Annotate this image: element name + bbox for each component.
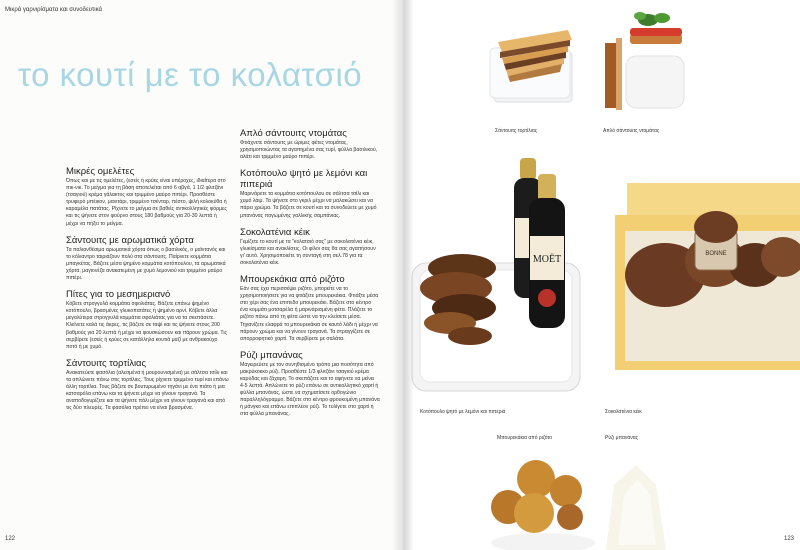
right-page [400,0,800,550]
book-gutter [392,0,414,550]
recipe-heading: Κοτόπουλο ψητό με λεμόνι και πιπεριά [240,168,368,191]
caption-risotto: Μπουρεκάκια από ριζότο [497,435,553,441]
cupcake-label: BONNE [705,251,727,257]
recipe-heading: Απλό σάντουιτς ντομάτας [240,128,347,139]
running-head: Μικρά γαρνιρίσματα και συνοδευτικά [5,7,103,13]
recipe-body: Ανακατεύετε φασόλια (αλεσμένα ή μουρουνισμένα) με σάλτσα τσίλι και τα απλώνετε πάνω στις τορτίλιες. Τους ρίχνετε τριμμένο τυρί και επάνω άλλη τορτίλια. Τους βάζετε σε βουτυρωμένο τηγάνι με ένα πιάτο ή μια κατσαρόλα επάνω και τα ψήνετε μέχρι να γίνουν τραγανά. Τα αναποδογυρίζετε και τα ψήνετε πάλι μέχρι να γίνουν τραγανά και από τις δύο πλευρές. Τα φασόλια πρέπει να είναι βρασμένα. [66,369,229,412]
recipe-column-1 [66,166,229,419]
recipe-heading: Σάντουιτς με αρωματικά χόρτα [66,234,194,246]
recipe-heading: Μπουρεκάκια από ριζότο [240,274,345,286]
banana-rice-photo [596,445,686,550]
recipe-body: Μαγειρεύετε με τον συνηθισμένο τρόπο μια ποσότητα από μακρύκοκκο ρύζι. Προσθέστε 1/3 φλιτζάνι τσαγιού κρέμα καρύδας και ζάχαρη. Το σκεπάζετε και το αφήνετε να μείνει 4-5 λεπτά. Απλώνετε το ρύζι επάνω σε αντικολλητικό χαρτί ή φύλλα μπανάνας, ώστε να σχηματίσετε ορθογώνιο παραλληλόγραμμο. Βάζετε στο κέντρο φρουκομένη μπανάνα ή μάνγκο και επάνω επιπλέον ρύζι. Το τυλίγετε στο χαρτί ή στα φύλλα μπανάνας. [240,361,380,418]
page-number-right: 123 [783,536,794,542]
tomato-sandwich-photo [600,8,690,118]
recipe-heading: Σοκολατένια κέικ [240,226,310,238]
recipe-body: Εάν σας έχει περισσέψει ριζότο, μπορείτε να το χρησιμοποιήσετε για να φτιάξετε μπουρεκάκια. Φτιάξτε μέσα στο χέρι σας ένα επιπεδο μπουρεκάκι. Βάζετε στο κέντρο ένα κομμάτι μοτσαρέλα ή μαρινάρισμένη φέτα. Πλάζετε το ριζότο πάνω από τη φέτα ώστε να την κλείσετε μέσα. Τηγανίζετε ελαφρά τα μπουρεκάκια σε καυτό λάδι ή μέχρι να πάρουν χρώμα και να γίνουν τραγανά. Τα στραγγίζετε σε απορροφητικό χαρτί. Τα σερβίρετε με σαλάτα. [240,286,379,342]
tortilla-sandwich-photo [488,12,588,112]
recipe-body: Όπως και με τις ομελέτες, (εσείς ή κρύες είναι υπέροχες, ιδιαίτερα στο πικ-νικ. Το μείγμα για τη βάση αποτελείται από 6 αβγά, 1 1/2 φλιτζάνι (τσαγιού) κρέμα γάλακτος και τριμμένο μαύρο πιπέρι. Προσθέστε τρυφερό μπέικον, μανιτάρι, τριμμένο τσένταρ, πέστο, ψιλή κολοκύθα ή καραμέλα πατάτας. Ρίχνετε το μείγμα σε βαθιές αντικολλητικές φόρμες και τις ψήνετε στον φούρνο στους 180 βαθμούς για 20-30 λεπτά ή μέχρι να πήξει το μείγμα. [66,178,227,227]
recipe-heading: Σάντουιτς τορτίλιας [66,357,147,369]
chocolate-cakes-photo [605,175,800,390]
risotto-balls-photo [488,445,598,550]
recipe-heading: Μικρές ομελέτες [66,166,135,177]
recipe-body: Τα παλιανθέσιμα αρωματικά χόρτα όπως ο βασιλικός, ο μαϊντανός και το κόλιαντρο ταιριάζουν πολύ στα σάντουιτς. Παίρνετε κομμάτια μπαγκέτας. Βάζετε μέσα ψημένο κομμάτια κοτόπουλου, τα αρωματικά χόρτα, μαγιονέζα ανακατεμένη με χυμό λεμονιού και τριμμένο μαύρο πιπέρι. [66,246,226,282]
recipe-body: Φτιάχνετε σάντουιτς με ώριμες φέτες ντομάτας, χρησιμοποιώντας τα αγαπημένα σας τυρί, φύλλα βασιλικού, αλάτι και τριμμένο μαύρο πιπέρι. [240,140,378,161]
recipe-body: Κόβετε στρογγυλά κομμάτια σφολιάτας. Βάζετε επάνω ψημένο κοτόπουλο, βρασμένες γλυκοπατάτες ή ψημένο αρνί. Κόβετε άλλα μεγαλύτερα στρογγυλά κομμάτια σφολιάτας για να τα σκεπάσετε. Κλείνετε καλά τις άκρες, τις βάζετε σε ταψί και τις ψήνετε στους 200 βαθμούς για 20 λεπτά ή μέχρι να φουσκώσουν και πάρουν χρώμα. Τις σερβίρετε (εσείς ή κρύες σε κατάλληλα κουτιά μαζί με ανθρακούχο ποτό ή με χυμό. [66,301,228,350]
caption-banana-rice: Ρύζι μπανάνας [605,435,639,441]
page-number-left: 122 [5,536,16,542]
page-title: το κουτί με το κολατσιό [18,56,363,93]
caption-chicken: Κοτόπουλο ψητό με λεμόνι και πιπεριά [420,409,506,415]
recipe-column-2 [240,128,380,426]
recipe-body: Γεμίζετε το κουτί με τα "κολατσιό σας" με σοκολατένια κέικ, γλυκίσματα και ανακλίσεις. Οι φίλοι σας θα σας αγαπήσουν γι' αυτό. Χρησιμοποιείτε τη συνταγή στη σελ.78 για τα σοκολατένια κέικ. [240,238,376,266]
recipe-body: Μαρινάρετε τα κομμάτια κοτόπουλου σε σάλτσα τσίλι και χυμό λάιμ. Τα ψήνετε στο γκριλ μέχρι να μαλακώσει και να πάρει χρώμα. Τα βάζετε σε κουτί και τα συνοδεύετε με χυμό μπανάνας παγωμένης γαλλικής σαμπάνιας. [240,191,377,219]
caption-tortilla: Σάντουιτς τορτίλιας [495,128,538,134]
caption-tomato: Απλό σάντουιτς ντομάτας [603,128,660,134]
chicken-box-photo [402,158,584,398]
bottle-label: MOËT [532,254,562,265]
recipe-heading: Πίτες για το μεσημεριανό [66,289,171,301]
recipe-heading: Ρύζι μπανάνας [240,349,303,361]
caption-cake: Σοκολατένια κέικ [605,409,642,415]
